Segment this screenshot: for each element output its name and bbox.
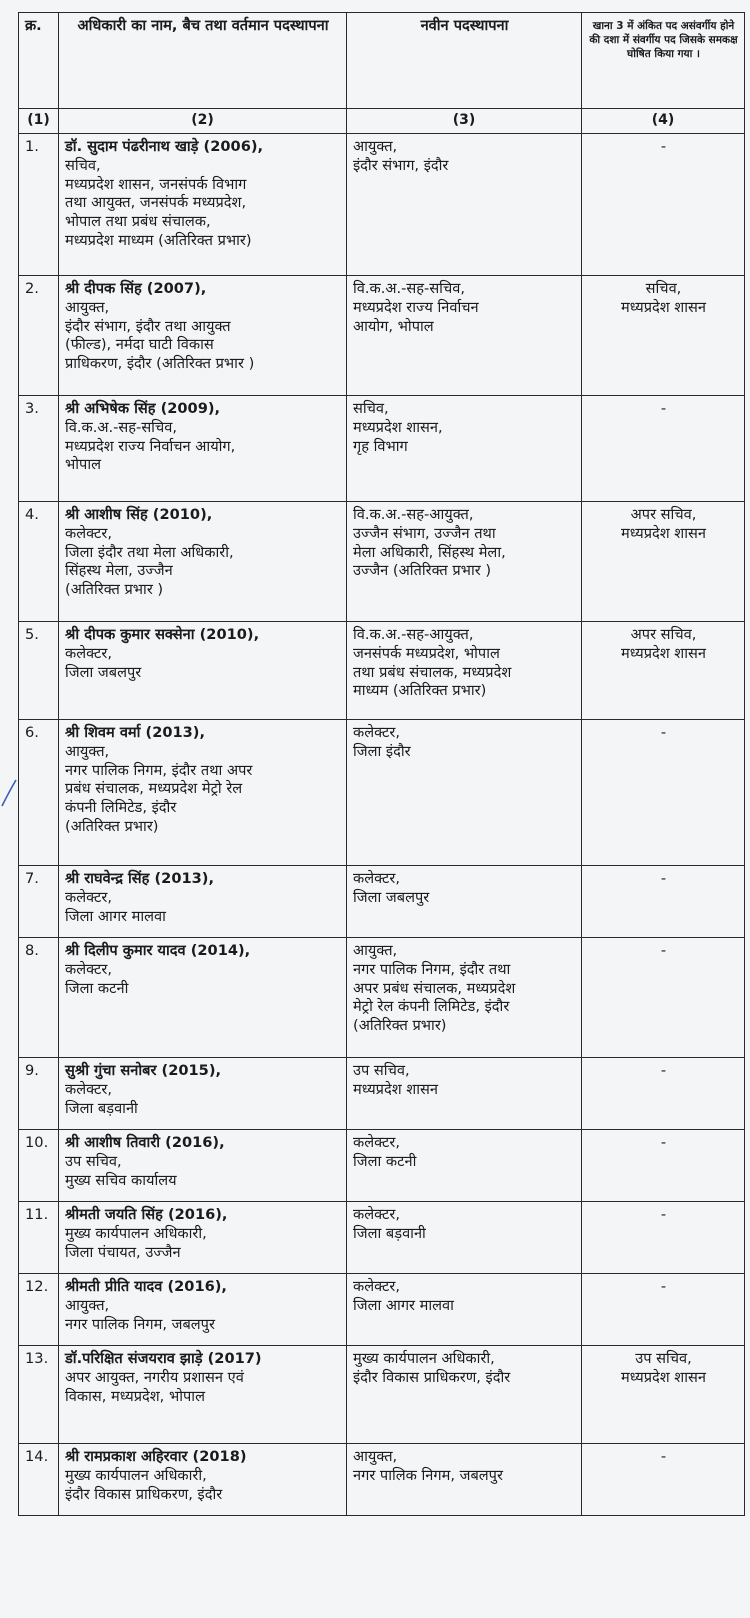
equivalent-post-line: मध्यप्रदेश शासन [621, 524, 706, 542]
current-posting-line: आयुक्त, [65, 1296, 110, 1314]
new-posting-line: वि.क.अ.-सह-आयुक्त, [353, 626, 474, 643]
current-posting-line: मुख्य कार्यपालन अधिकारी, [65, 1224, 207, 1242]
officer-name: श्री दीपक सिंह (2007), [65, 280, 207, 297]
serial-number: 10. [19, 1130, 59, 1202]
equivalent-post-line: - [660, 870, 667, 887]
equivalent-post-line: - [660, 1278, 667, 1295]
header-serial: क्र. [19, 13, 59, 109]
new-posting-line: उज्जैन संभाग, उज्जैन तथा [353, 524, 496, 542]
current-posting-line: आयुक्त, [65, 298, 110, 316]
officer-cell [59, 1444, 347, 1516]
officer-cell [59, 502, 347, 622]
new-posting-line: जिला आगर मालवा [353, 1296, 454, 1314]
equivalent-post-cell [582, 622, 745, 720]
current-posting-line: कलेक्टर, [65, 888, 113, 906]
new-posting-line: मध्यप्रदेश राज्य निर्वाचन [353, 298, 479, 316]
officer-name: श्रीमती जयति सिंह (2016), [65, 1206, 228, 1223]
serial-number: 14. [19, 1444, 59, 1516]
serial-number: 4. [19, 502, 59, 622]
officer-name: श्री दीपक कुमार सक्सेना (2010), [65, 626, 260, 643]
new-posting-line: मेला अधिकारी, सिंहस्थ मेला, [353, 543, 506, 561]
table-row [19, 1202, 745, 1274]
new-posting-cell [347, 1202, 582, 1274]
table-row [19, 502, 745, 622]
current-posting-line: वि.क.अ.-सह-सचिव, [65, 418, 177, 436]
equivalent-post-cell [582, 276, 745, 396]
equivalent-post-line: - [660, 1062, 667, 1079]
equivalent-post-line: - [660, 1206, 667, 1223]
new-posting-cell [347, 1274, 582, 1346]
equivalent-post-line: मध्यप्रदेश शासन [621, 1368, 706, 1386]
equivalent-post-cell [582, 1346, 745, 1444]
new-posting-cell [347, 1346, 582, 1444]
new-posting-cell [347, 134, 582, 276]
new-posting-line: (अतिरिक्त प्रभार) [353, 1017, 447, 1035]
equivalent-post-cell [582, 938, 745, 1058]
new-posting-line: मुख्य कार्यपालन अधिकारी, [353, 1350, 495, 1367]
current-posting-line: जिला बड़वानी [65, 1099, 138, 1117]
equivalent-post-line: उप सचिव, [635, 1350, 692, 1367]
table-row [19, 1444, 745, 1516]
current-posting-line: अपर आयुक्त, नगरीय प्रशासन एवं [65, 1368, 244, 1386]
officer-cell [59, 938, 347, 1058]
equivalent-post-cell [582, 1058, 745, 1130]
serial-number: 3. [19, 396, 59, 502]
new-posting-line: मेट्रो रेल कंपनी लिमिटेड, इंदौर [353, 998, 510, 1016]
new-posting-cell [347, 720, 582, 866]
new-posting-line: आयोग, भोपाल [353, 317, 434, 335]
officer-cell [59, 866, 347, 938]
new-posting-line: आयुक्त, [353, 942, 398, 959]
officer-cell [59, 1346, 347, 1444]
new-posting-line: अपर प्रबंध संचालक, मध्यप्रदेश [353, 979, 516, 997]
equivalent-post-cell [582, 502, 745, 622]
new-posting-line: कलेक्टर, [353, 1278, 401, 1295]
equivalent-post-cell [582, 1444, 745, 1516]
column-number-4: (4) [582, 109, 745, 134]
new-posting-line: आयुक्त, [353, 1448, 398, 1465]
pen-stroke-mark [0, 778, 18, 808]
current-posting-line: मुख्य सचिव कार्यालय [65, 1171, 177, 1189]
serial-number: 1. [19, 134, 59, 276]
new-posting-line: माध्यम (अतिरिक्त प्रभार) [353, 682, 487, 700]
officer-cell [59, 396, 347, 502]
current-posting-line: आयुक्त, [65, 742, 110, 760]
officer-name: श्री रामप्रकाश अहिरवार (2018) [65, 1448, 247, 1465]
equivalent-post-line: - [660, 1448, 667, 1465]
equivalent-post-cell [582, 1130, 745, 1202]
table-body [19, 134, 745, 1516]
new-posting-line: वि.क.अ.-सह-आयुक्त, [353, 506, 474, 523]
serial-number: 9. [19, 1058, 59, 1130]
new-posting-line: नगर पालिक निगम, जबलपुर [353, 1466, 503, 1484]
officer-cell [59, 622, 347, 720]
new-posting-line: नगर पालिक निगम, इंदौर तथा [353, 960, 511, 978]
current-posting-line: नगर पालिक निगम, इंदौर तथा अपर [65, 761, 253, 779]
header-officer-name: अधिकारी का नाम, बैच तथा वर्तमान पदस्थापना [59, 13, 347, 109]
equivalent-post-line: मध्यप्रदेश शासन [621, 644, 706, 662]
current-posting-line: कलेक्टर, [65, 1080, 113, 1098]
new-posting-cell [347, 866, 582, 938]
current-posting-line: मध्यप्रदेश माध्यम (अतिरिक्त प्रभार) [65, 232, 252, 250]
column-number-2: (2) [59, 109, 347, 134]
new-posting-line: सचिव, [353, 400, 389, 417]
column-number-1: (1) [19, 109, 59, 134]
table-row [19, 622, 745, 720]
equivalent-post-line: - [660, 724, 667, 741]
current-posting-line: सचिव, [65, 156, 101, 174]
serial-number: 5. [19, 622, 59, 720]
officer-name: श्री आशीष तिवारी (2016), [65, 1134, 225, 1151]
new-posting-line: इंदौर विकास प्राधिकरण, इंदौर [353, 1368, 511, 1386]
current-posting-line: इंदौर संभाग, इंदौर तथा आयुक्त [65, 317, 231, 335]
current-posting-line: तथा आयुक्त, जनसंपर्क मध्यप्रदेश, [65, 194, 247, 212]
new-posting-line: कलेक्टर, [353, 1206, 401, 1223]
serial-number: 7. [19, 866, 59, 938]
new-posting-line: जिला इंदौर [353, 742, 411, 760]
table-row [19, 1274, 745, 1346]
table-header-row [19, 13, 745, 109]
current-posting-line: कंपनी लिमिटेड, इंदौर [65, 799, 177, 817]
table-row [19, 866, 745, 938]
current-posting-line: प्रबंध संचालक, मध्यप्रदेश मेट्रो रेल [65, 780, 243, 798]
new-posting-line: उप सचिव, [353, 1062, 410, 1079]
current-posting-line: कलेक्टर, [65, 524, 113, 542]
equivalent-post-line: मध्यप्रदेश शासन [621, 298, 706, 316]
current-posting-line: (फील्ड), नर्मदा घाटी विकास [65, 336, 214, 354]
new-posting-cell [347, 1130, 582, 1202]
new-posting-cell [347, 1058, 582, 1130]
equivalent-post-line: - [660, 942, 667, 959]
current-posting-line: विकास, मध्यप्रदेश, भोपाल [65, 1387, 205, 1405]
equivalent-post-cell [582, 396, 745, 502]
equivalent-post-line: सचिव, [645, 280, 682, 297]
equivalent-post-line: - [660, 1134, 667, 1151]
column-number-3: (3) [347, 109, 582, 134]
new-posting-cell [347, 1444, 582, 1516]
new-posting-cell [347, 396, 582, 502]
new-posting-line: तथा प्रबंध संचालक, मध्यप्रदेश [353, 663, 512, 681]
officer-cell [59, 1130, 347, 1202]
equivalent-post-cell [582, 866, 745, 938]
officer-name: श्री आशीष सिंह (2010), [65, 506, 213, 523]
officer-cell [59, 1058, 347, 1130]
new-posting-line: गृह विभाग [353, 437, 408, 455]
new-posting-line: कलेक्टर, [353, 724, 401, 741]
new-posting-line: मध्यप्रदेश शासन, [353, 418, 443, 436]
transfer-order-table [18, 12, 745, 1516]
current-posting-line: इंदौर विकास प्राधिकरण, इंदौर [65, 1485, 223, 1503]
new-posting-cell [347, 622, 582, 720]
table-row [19, 1058, 745, 1130]
serial-number: 11. [19, 1202, 59, 1274]
current-posting-line: जिला कटनी [65, 979, 129, 997]
header-equivalent-post: खाना 3 में अंकित पद असंवर्गीय होने की दशा में संवर्गीय पद जिसके समकक्ष घोषित किया गया । [582, 13, 745, 109]
officer-name: श्रीमती प्रीति यादव (2016), [65, 1278, 227, 1295]
table-row [19, 134, 745, 276]
new-posting-cell [347, 502, 582, 622]
equivalent-post-cell [582, 1274, 745, 1346]
officer-name: सुश्री गुंचा सनोबर (2015), [65, 1062, 222, 1079]
current-posting-line: मुख्य कार्यपालन अधिकारी, [65, 1466, 207, 1484]
new-posting-line: कलेक्टर, [353, 1134, 401, 1151]
current-posting-line: प्राधिकरण, इंदौर (अतिरिक्त प्रभार ) [65, 355, 255, 373]
officer-name: डॉ. सुदाम पंढरीनाथ खाड़े (2006), [65, 138, 264, 155]
current-posting-line: कलेक्टर, [65, 644, 113, 662]
table-row [19, 396, 745, 502]
current-posting-line: जिला पंचायत, उज्जैन [65, 1243, 181, 1261]
new-posting-line: जिला जबलपुर [353, 888, 430, 906]
table-row [19, 1130, 745, 1202]
current-posting-line: उप सचिव, [65, 1152, 122, 1170]
new-posting-line: जिला बड़वानी [353, 1224, 426, 1242]
current-posting-line: मध्यप्रदेश राज्य निर्वाचन आयोग, [65, 437, 236, 455]
serial-number: 2. [19, 276, 59, 396]
new-posting-line: इंदौर संभाग, इंदौर [353, 156, 449, 174]
officer-cell [59, 134, 347, 276]
new-posting-cell [347, 276, 582, 396]
current-posting-line: (अतिरिक्त प्रभार) [65, 818, 159, 836]
officer-cell [59, 276, 347, 396]
new-posting-line: जिला कटनी [353, 1152, 417, 1170]
table-row [19, 276, 745, 396]
current-posting-line: कलेक्टर, [65, 960, 113, 978]
new-posting-line: वि.क.अ.-सह-सचिव, [353, 280, 465, 297]
equivalent-post-line: - [660, 138, 667, 155]
table-row [19, 720, 745, 866]
column-number-row [19, 109, 745, 134]
officer-name: श्री दिलीप कुमार यादव (2014), [65, 942, 251, 959]
serial-number: 8. [19, 938, 59, 1058]
officer-name: श्री शिवम वर्मा (2013), [65, 724, 206, 741]
current-posting-line: जिला इंदौर तथा मेला अधिकारी, [65, 543, 234, 561]
equivalent-post-cell [582, 720, 745, 866]
new-posting-cell [347, 938, 582, 1058]
new-posting-line: मध्यप्रदेश शासन [353, 1080, 438, 1098]
current-posting-line: सिंहस्थ मेला, उज्जैन [65, 562, 173, 580]
new-posting-line: कलेक्टर, [353, 870, 401, 887]
current-posting-line: मध्यप्रदेश शासन, जनसंपर्क विभाग [65, 175, 247, 193]
new-posting-line: उज्जैन (अतिरिक्त प्रभार ) [353, 562, 492, 580]
officer-name: डॉ.परिक्षित संजयराव झाड़े (2017) [65, 1350, 262, 1367]
current-posting-line: जिला जबलपुर [65, 663, 142, 681]
serial-number: 6. [19, 720, 59, 866]
officer-cell [59, 1274, 347, 1346]
equivalent-post-line: - [660, 400, 667, 417]
current-posting-line: (अतिरिक्त प्रभार ) [65, 581, 164, 599]
serial-number: 13. [19, 1346, 59, 1444]
officer-cell [59, 720, 347, 866]
header-new-posting: नवीन पदस्थापना [347, 13, 582, 109]
current-posting-line: भोपाल [65, 456, 102, 474]
officer-name: श्री राघवेन्द्र सिंह (2013), [65, 870, 214, 887]
current-posting-line: नगर पालिक निगम, जबलपुर [65, 1315, 215, 1333]
new-posting-line: आयुक्त, [353, 138, 398, 155]
table-row [19, 1346, 745, 1444]
current-posting-line: भोपाल तथा प्रबंध संचालक, [65, 213, 211, 231]
table-row [19, 938, 745, 1058]
officer-cell [59, 1202, 347, 1274]
equivalent-post-line: अपर सचिव, [630, 506, 697, 523]
equivalent-post-line: अपर सचिव, [630, 626, 697, 643]
equivalent-post-cell [582, 1202, 745, 1274]
equivalent-post-cell [582, 134, 745, 276]
new-posting-line: जनसंपर्क मध्यप्रदेश, भोपाल [353, 644, 500, 662]
serial-number: 12. [19, 1274, 59, 1346]
officer-name: श्री अभिषेक सिंह (2009), [65, 400, 221, 417]
current-posting-line: जिला आगर मालवा [65, 907, 166, 925]
